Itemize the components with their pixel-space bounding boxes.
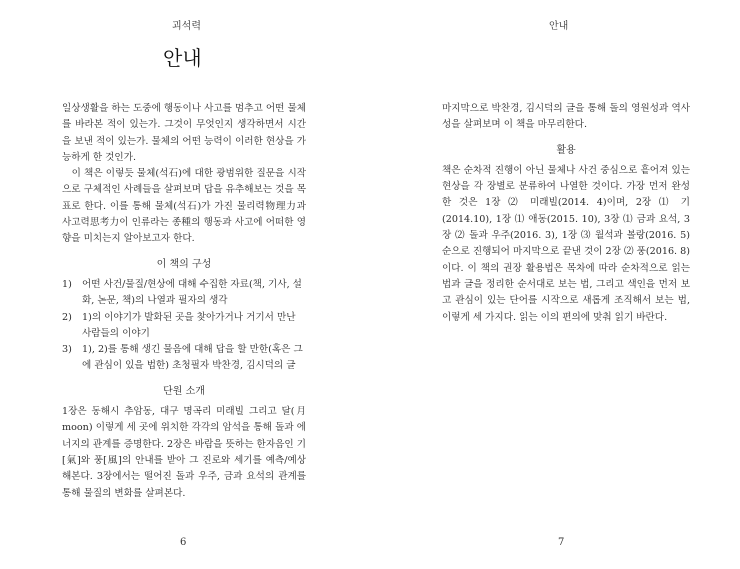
list-item bbox=[62, 342, 306, 375]
right-page bbox=[370, 0, 740, 569]
units-paragraph: 1장은 동해시 추암동, 대구 명곡리 미래빌 그리고 달(月moon) 이렇게 세 곳에 위치한 각각의 암석을 통해 돌과 에너지의 관계를 증명한다. 2장은 바람을 뜻하는 한자음인 기[氣]와 풍[風]의 안내를 받아 그 진로와 세기를 예측/예상해본다. 3장에서는 떨어진 돌과 우주, 금과 요석의 관계를 통해 물질의 변화를 살펴본다. bbox=[62, 406, 306, 499]
running-head: 괴석력 bbox=[172, 21, 201, 32]
list-item-number: 2) bbox=[62, 311, 72, 323]
usage-paragraph: 책은 순차적 진행이 아닌 물체나 사건 중심으로 흩어져 있는 현상을 각 장별로 분류하여 나열한 것이다. 가장 먼저 완성한 것은 1장 ⑵ 미래빌(2014. 4)이며, 2장 ⑴ 기(2014.10), 1장 ⑴ 애동(2015. 10), 3장 ⑴ 금과 요석, 3장 ⑵ 돌과 우주(2016. 3), 1장 ⑶ 월석과 볼랑(2016. 5) 순으로 진행되어 마지막으로 끝낸 것이 2장 ⑵ 풍(2016. 8)이다. 이 책의 권장 활용법은 목차에 따라 순차적으로 읽는 법과 글을 정리한 순서대로 보는 법, 그리고 색인을 먼저 보고 관심이 있는 단어를 시작으로 새롭게 조직해서 보는 법, 이렇게 세 가지다. 읽는 이의 편의에 맞춰 읽기 바란다. bbox=[442, 164, 690, 323]
intro-paragraph: 일상생활을 하는 도중에 행동이나 사고를 멈추고 어떤 물체를 바라본 적이 있는가. 그것이 무엇인지 생각하면서 시간을 보낸 적이 있는가. 물체의 어떤 능력이 이러한 현상을 가능하게 한 것인가. bbox=[62, 103, 306, 163]
page-title: 안내 bbox=[163, 46, 202, 70]
running-head: 안내 bbox=[549, 21, 569, 32]
list-item-number: 1) bbox=[62, 278, 72, 290]
left-body bbox=[62, 101, 306, 502]
units-heading: 단원 소개 bbox=[163, 385, 205, 397]
list-item-text: 1), 2)를 통해 생긴 물음에 대해 답을 할 만한(혹은 그에 관심이 있을 법한) 초청필자 박찬경, 김시덕의 글 bbox=[82, 344, 303, 372]
page-number: 6 bbox=[180, 537, 187, 548]
list-item-text: 1)의 이야기가 발화된 곳을 찾아가거나 거기서 만난 사람들의 이야기 bbox=[82, 311, 296, 339]
list-item bbox=[62, 310, 306, 343]
continuation-paragraph: 마지막으로 박찬경, 김시덕의 글을 통해 돌의 영원성과 역사성을 살펴보며 이 책을 마무리한다. bbox=[442, 103, 690, 131]
page-number: 7 bbox=[558, 537, 565, 548]
structure-heading: 이 책의 구성 bbox=[156, 258, 212, 270]
list-item-text: 어떤 사건/물질/현상에 대해 수집한 자료(책, 기사, 설화, 논문, 책)의 나열과 필자의 생각 bbox=[82, 278, 302, 307]
list-item-number: 3) bbox=[62, 344, 72, 356]
list-item bbox=[62, 277, 306, 310]
usage-heading: 활용 bbox=[556, 144, 576, 156]
structure-list bbox=[62, 277, 306, 375]
right-body bbox=[442, 101, 690, 326]
intro-paragraph: 이 책은 이렇듯 물체(석石)에 대한 광범위한 질문을 시작으로 구체적인 사례들을 살펴보며 답을 유추해보는 것을 목표로 한다. 이를 통해 물체(석石)가 가진 물리력物理力과 사고력思考力이 인류라는 종種의 행동과 사고에 어떠한 영향을 미치는지 알아보고자 한다. bbox=[62, 168, 306, 245]
